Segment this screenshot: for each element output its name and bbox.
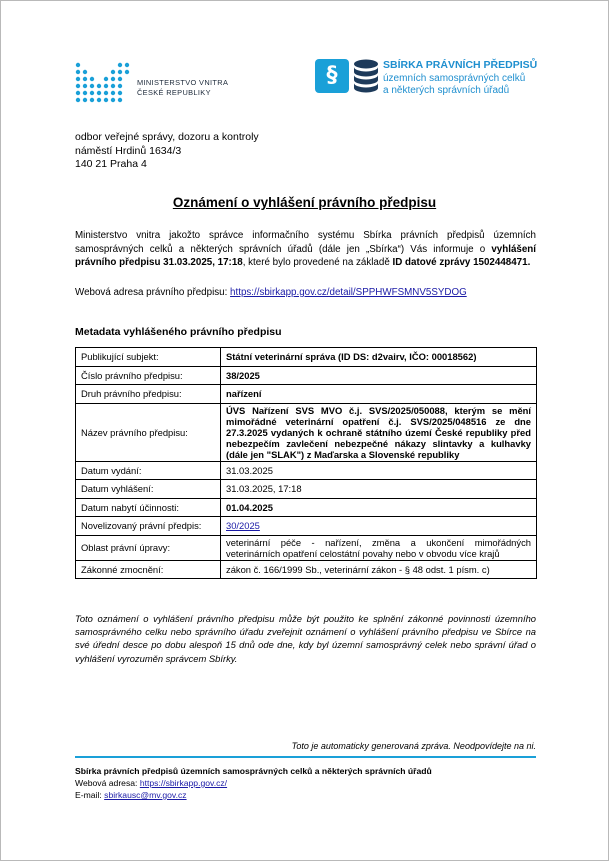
table-row [76,498,537,517]
intro-bold1: vyhlášení právního předpisu 31.03.2025, 17:18 [75,243,536,268]
sender-address [75,131,259,172]
row-value: Státní veterinární správa (ID DS: d2vairv, IČO: 00018562) [221,348,537,367]
document-title: Oznámení o vyhlášení právního předpisu [172,195,437,210]
footer-email-link[interactable]: sbirkausc@mv.gov.cz [104,790,187,800]
footer-web-link[interactable]: https://sbirkapp.gov.cz/ [139,778,228,788]
ministry-line2: ČESKÉ REPUBLIKY [137,88,211,97]
row-value: 38/2025 [221,366,537,385]
web-address-line [75,287,467,298]
database-icon [353,59,379,93]
row-key: Datum nabytí účinnosti: [76,498,221,517]
row-value: nařízení [221,385,537,404]
row-key: Novelizovaný právní předpis: [76,517,221,536]
row-value: zákon č. 166/1999 Sb., veterinární zákon - § 48 odst. 1 písm. c) [221,560,537,579]
web-label: Webová adresa právního předpisu: [75,287,231,298]
auto-generated-note: Toto je automaticky generovaná zpráva. Neodpovídejte na ni. [291,741,536,751]
footer [75,765,432,801]
footer-divider [75,756,536,758]
sbirka-sub-line2: a některých správních úřadů [383,85,510,96]
footer-email-line [75,789,432,801]
ministry-name [137,78,228,98]
address-line3: 140 21 Praha 4 [75,158,147,170]
row-key: Název právního předpisu: [76,403,221,461]
table-row [76,560,537,579]
row-value: veterinární péče - nařízení, změna a ukončení mimořádných veterinárních opatření celostátní povahy nebo v obvodu více krajů [221,535,537,560]
ministry-dots-icon [75,61,133,107]
table-row [76,385,537,404]
row-value: ÚVS Nařízení SVS MVO č.j. SVS/2025/050088, kterým se mění mimořádné veterinární opatření č.j. SVS/2025/048516 ze dne 27.3.2025 vydaných k ochraně státního území České republiky před nebezpečím zavlečení nebezpečné nákazy slintavky a kulhavky (dále jen "SLAK") z Maďarska a Slovenské republiky [221,403,537,461]
ministry-logo [75,61,245,107]
sbirka-sub-line1: územních samosprávných celků [383,73,526,84]
row-key: Druh právního předpisu: [76,385,221,404]
row-key: Datum vydání: [76,461,221,480]
intro-text1: Ministerstvo vnitra jakožto správce informačního systému Sbírka právních předpisů územních samosprávných celků a některých správních úřadů (dále jen „Sbírka“) Vás informuje o [75,230,536,255]
table-row [76,535,537,560]
ministry-line1: MINISTERSTVO VNITRA [137,78,229,87]
sbirka-title: SBÍRKA PRÁVNÍCH PŘEDPISŮ [383,59,538,71]
table-row [76,348,537,367]
web-link[interactable]: https://sbirkapp.gov.cz/detail/SPPHWFSMNV5SYDOG [230,287,467,298]
table-row [76,403,537,461]
paragraph-icon: § [315,59,349,93]
metadata-table [75,347,537,579]
row-key: Číslo právního předpisu: [76,366,221,385]
metadata-heading: Metadata vyhlášeného právního předpisu [75,326,282,338]
sbirka-subtitle [383,73,525,97]
intro-bold2: ID datové zprávy 1502448471. [392,257,531,268]
intro-paragraph [75,229,536,270]
table-row [76,461,537,480]
usage-note: Toto oznámení o vyhlášení právního předpisu může být použito ke splnění zákonné povinnosti územního samosprávného celku nebo správního úřadu zveřejnit oznámení o vyhlášení právního předpisu ve Sbírce na své úřední desce po dobu alespoň 15 dnů ode dne, kdy byl územní samosprávný celek nebo správní úřad o vyhlášení vyrozuměn správcem Sbírky. [75,613,536,664]
footer-web-line [75,777,432,789]
address-line1: odbor veřejné správy, dozoru a kontroly [75,131,259,143]
footer-email-label: E-mail: [75,790,105,800]
row-key: Oblast právní úpravy: [76,535,221,560]
row-key: Publikující subjekt: [76,348,221,367]
row-key: Zákonné zmocnění: [76,560,221,579]
footer-web-label: Webová adresa: [75,778,140,788]
amended-regulation-link[interactable]: 30/2025 [226,520,260,532]
row-value: 01.04.2025 [221,498,537,517]
footer-title: Sbírka právních předpisů územních samosprávných celků a některých správních úřadů [75,766,432,776]
row-value: 31.03.2025, 17:18 [221,480,537,499]
intro-text2: , které bylo provedené na základě [242,257,393,268]
sbirka-logo [315,59,545,105]
row-value [221,517,537,536]
row-value: 31.03.2025 [221,461,537,480]
table-row [76,480,537,499]
row-key: Datum vyhlášení: [76,480,221,499]
table-row [76,517,537,536]
table-row [76,366,537,385]
address-line2: náměstí Hrdinů 1634/3 [75,144,182,157]
